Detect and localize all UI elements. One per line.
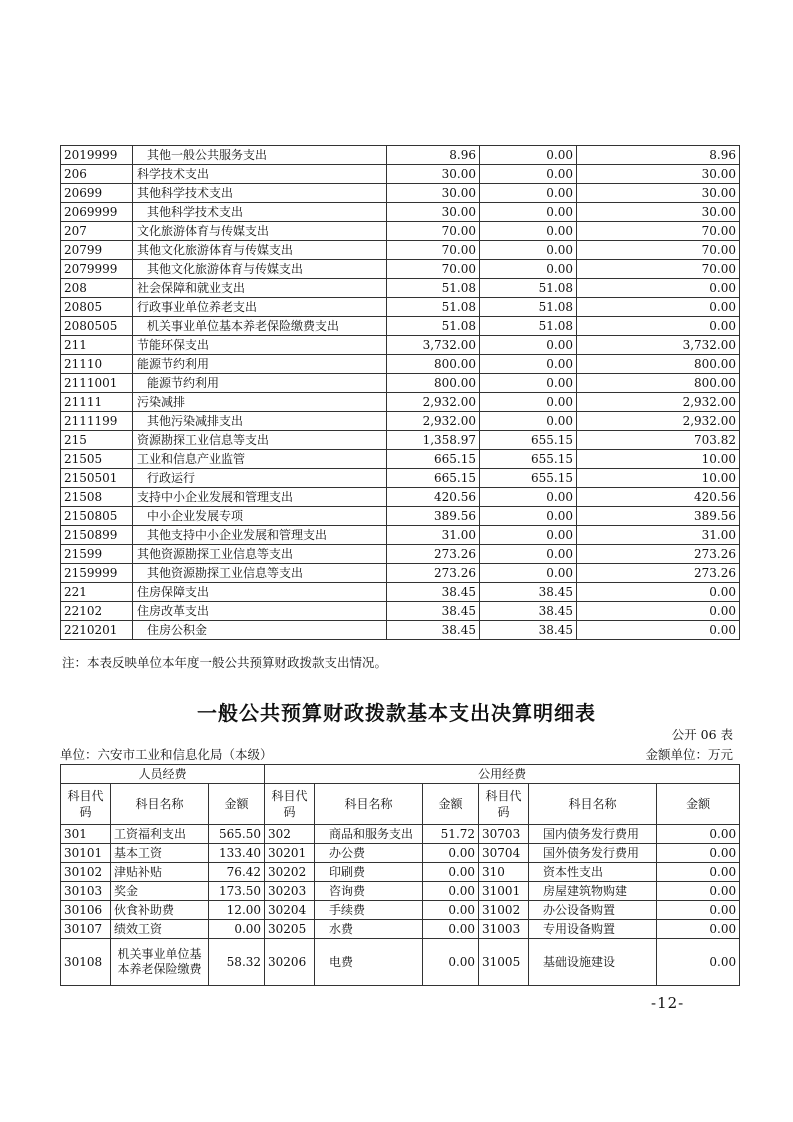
project-expenditure-cell: 0.00 [577, 583, 740, 602]
total-amount-cell: 800.00 [387, 355, 480, 374]
public-code-cell: 31002 [479, 901, 529, 920]
personnel-expense-header: 人员经费 [61, 765, 265, 784]
public-code-cell: 30201 [265, 844, 315, 863]
table-row [61, 146, 740, 165]
total-amount-cell: 3,732.00 [387, 336, 480, 355]
personnel-amount-cell: 133.40 [209, 844, 265, 863]
total-amount-cell: 273.26 [387, 545, 480, 564]
table-row [61, 336, 740, 355]
subject-name-cell: 其他科学技术支出 [133, 184, 387, 203]
project-expenditure-cell: 70.00 [577, 222, 740, 241]
project-expenditure-cell: 70.00 [577, 260, 740, 279]
table-row [61, 583, 740, 602]
personnel-name-cell: 机关事业单位基本养老保险缴费 [111, 939, 209, 986]
subject-code-cell: 215 [61, 431, 133, 450]
personnel-name-cell: 津贴补贴 [111, 863, 209, 882]
public-amount-cell: 0.00 [657, 920, 740, 939]
table-row [61, 203, 740, 222]
column-header-amount: 金额 [657, 784, 740, 825]
subject-code-cell: 2080505 [61, 317, 133, 336]
public-code-cell: 302 [265, 825, 315, 844]
personnel-amount-cell: 565.50 [209, 825, 265, 844]
subject-code-cell: 21599 [61, 545, 133, 564]
basic-expenditure-cell: 0.00 [480, 393, 577, 412]
public-name-cell: 印刷费 [315, 863, 423, 882]
project-expenditure-cell: 30.00 [577, 165, 740, 184]
table-row [61, 526, 740, 545]
table-row [61, 355, 740, 374]
public-code-cell: 310 [479, 863, 529, 882]
public-amount-cell: 0.00 [657, 863, 740, 882]
subject-code-cell: 211 [61, 336, 133, 355]
subject-name-cell: 其他一般公共服务支出 [133, 146, 387, 165]
public-name-cell: 水费 [315, 920, 423, 939]
subject-name-cell: 能源节约利用 [133, 374, 387, 393]
total-amount-cell: 665.15 [387, 450, 480, 469]
personnel-code-cell: 301 [61, 825, 111, 844]
table-row [61, 844, 740, 863]
table-row [61, 393, 740, 412]
total-amount-cell: 273.26 [387, 564, 480, 583]
subject-name-cell: 行政运行 [133, 469, 387, 488]
column-header-name: 科目名称 [529, 784, 657, 825]
basic-expenditure-cell: 38.45 [480, 621, 577, 640]
subject-name-cell: 污染减排 [133, 393, 387, 412]
personnel-code-cell: 30102 [61, 863, 111, 882]
basic-expenditure-cell: 0.00 [480, 336, 577, 355]
project-expenditure-cell: 10.00 [577, 469, 740, 488]
public-amount-cell: 0.00 [657, 882, 740, 901]
project-expenditure-cell: 0.00 [577, 279, 740, 298]
subject-name-cell: 行政事业单位养老支出 [133, 298, 387, 317]
table-row [61, 241, 740, 260]
basic-expenditure-cell: 0.00 [480, 241, 577, 260]
total-amount-cell: 38.45 [387, 583, 480, 602]
total-amount-cell: 30.00 [387, 184, 480, 203]
basic-expenditure-cell: 0.00 [480, 260, 577, 279]
project-expenditure-cell: 10.00 [577, 450, 740, 469]
table-row [61, 450, 740, 469]
project-expenditure-cell: 30.00 [577, 184, 740, 203]
basic-expenditure-cell: 51.08 [480, 317, 577, 336]
subject-code-cell: 2210201 [61, 621, 133, 640]
public-name-cell: 办公费 [315, 844, 423, 863]
subject-code-cell: 2111199 [61, 412, 133, 431]
total-amount-cell: 70.00 [387, 241, 480, 260]
subject-code-cell: 2159999 [61, 564, 133, 583]
table-row [61, 374, 740, 393]
subject-name-cell: 机关事业单位基本养老保险缴费支出 [133, 317, 387, 336]
project-expenditure-cell: 31.00 [577, 526, 740, 545]
public-code-cell: 30206 [265, 939, 315, 986]
public-name-cell: 商品和服务支出 [315, 825, 423, 844]
project-expenditure-cell: 8.96 [577, 146, 740, 165]
personnel-name-cell: 伙食补助费 [111, 901, 209, 920]
subject-name-cell: 能源节约利用 [133, 355, 387, 374]
subject-code-cell: 206 [61, 165, 133, 184]
table-row [61, 184, 740, 203]
subject-name-cell: 其他文化旅游体育与传媒支出 [133, 260, 387, 279]
total-amount-cell: 30.00 [387, 203, 480, 222]
project-expenditure-cell: 2,932.00 [577, 412, 740, 431]
total-amount-cell: 665.15 [387, 469, 480, 488]
public-name-cell: 国外债务发行费用 [529, 844, 657, 863]
table-code-label: 公开 06 表 [671, 727, 733, 742]
public-code-cell: 30203 [265, 882, 315, 901]
total-amount-cell: 31.00 [387, 526, 480, 545]
public-name-cell: 基础设施建设 [529, 939, 657, 986]
project-expenditure-cell: 800.00 [577, 355, 740, 374]
subject-code-cell: 2019999 [61, 146, 133, 165]
personnel-name-cell: 奖金 [111, 882, 209, 901]
subject-name-cell: 其他支持中小企业发展和管理支出 [133, 526, 387, 545]
subject-code-cell: 207 [61, 222, 133, 241]
total-amount-cell: 1,358.97 [387, 431, 480, 450]
total-amount-cell: 800.00 [387, 374, 480, 393]
column-header-amount: 金额 [423, 784, 479, 825]
total-amount-cell: 30.00 [387, 165, 480, 184]
basic-expenditure-cell: 0.00 [480, 412, 577, 431]
table-footnote: 注：本表反映单位本年度一般公共预算财政拨款支出情况。 [62, 655, 388, 670]
public-code-cell: 30202 [265, 863, 315, 882]
personnel-amount-cell: 0.00 [209, 920, 265, 939]
public-amount-cell: 0.00 [657, 901, 740, 920]
table-row [61, 901, 740, 920]
public-name-cell: 电费 [315, 939, 423, 986]
total-amount-cell: 389.56 [387, 507, 480, 526]
table-row [61, 298, 740, 317]
subject-name-cell: 资源勘探工业信息等支出 [133, 431, 387, 450]
amount-unit-label: 金额单位：万元 [645, 747, 733, 762]
table-row [61, 260, 740, 279]
project-expenditure-cell: 273.26 [577, 564, 740, 583]
personnel-code-cell: 30108 [61, 939, 111, 986]
table-row [61, 545, 740, 564]
public-name-cell: 专用设备购置 [529, 920, 657, 939]
column-header-name: 科目名称 [111, 784, 209, 825]
basic-expenditure-cell: 0.00 [480, 184, 577, 203]
basic-expenditure-cell: 38.45 [480, 602, 577, 621]
table-row [61, 317, 740, 336]
subject-name-cell: 工业和信息产业监管 [133, 450, 387, 469]
subject-code-cell: 2079999 [61, 260, 133, 279]
project-expenditure-cell: 0.00 [577, 602, 740, 621]
public-amount-cell: 51.72 [423, 825, 479, 844]
personnel-name-cell: 绩效工资 [111, 920, 209, 939]
public-code-cell: 30704 [479, 844, 529, 863]
total-amount-cell: 2,932.00 [387, 412, 480, 431]
table-row [61, 279, 740, 298]
table-row [61, 825, 740, 844]
subject-code-cell: 20805 [61, 298, 133, 317]
project-expenditure-cell: 0.00 [577, 298, 740, 317]
personnel-amount-cell: 12.00 [209, 901, 265, 920]
public-expense-header: 公用经费 [265, 765, 740, 784]
subject-code-cell: 22102 [61, 602, 133, 621]
public-code-cell: 30204 [265, 901, 315, 920]
public-code-cell: 31005 [479, 939, 529, 986]
page-number: -12- [651, 994, 685, 1012]
total-amount-cell: 38.45 [387, 621, 480, 640]
basic-expenditure-cell: 0.00 [480, 545, 577, 564]
table-row [61, 882, 740, 901]
public-code-cell: 30205 [265, 920, 315, 939]
project-expenditure-cell: 30.00 [577, 203, 740, 222]
subject-name-cell: 社会保障和就业支出 [133, 279, 387, 298]
public-amount-cell: 0.00 [423, 920, 479, 939]
personnel-code-cell: 30101 [61, 844, 111, 863]
project-expenditure-cell: 2,932.00 [577, 393, 740, 412]
subject-code-cell: 221 [61, 583, 133, 602]
table-row [61, 412, 740, 431]
basic-expenditure-cell: 655.15 [480, 431, 577, 450]
basic-expenditure-detail-table [60, 764, 740, 986]
basic-expenditure-cell: 51.08 [480, 298, 577, 317]
total-amount-cell: 420.56 [387, 488, 480, 507]
personnel-name-cell: 工资福利支出 [111, 825, 209, 844]
project-expenditure-cell: 800.00 [577, 374, 740, 393]
expenditure-table-body [61, 146, 740, 640]
public-amount-cell: 0.00 [657, 825, 740, 844]
public-code-cell: 30703 [479, 825, 529, 844]
column-header-code: 科目代码 [479, 784, 529, 825]
total-amount-cell: 51.08 [387, 298, 480, 317]
table-row [61, 621, 740, 640]
total-amount-cell: 51.08 [387, 279, 480, 298]
basic-expenditure-cell: 0.00 [480, 526, 577, 545]
total-amount-cell: 70.00 [387, 260, 480, 279]
personnel-amount-cell: 76.42 [209, 863, 265, 882]
basic-expenditure-cell: 0.00 [480, 374, 577, 393]
public-amount-cell: 0.00 [423, 882, 479, 901]
basic-expenditure-cell: 0.00 [480, 507, 577, 526]
table-row [61, 863, 740, 882]
subject-name-cell: 其他资源勘探工业信息等支出 [133, 545, 387, 564]
subject-code-cell: 21505 [61, 450, 133, 469]
subject-name-cell: 住房公积金 [133, 621, 387, 640]
public-amount-cell: 0.00 [423, 863, 479, 882]
subject-name-cell: 其他文化旅游体育与传媒支出 [133, 241, 387, 260]
personnel-amount-cell: 173.50 [209, 882, 265, 901]
public-amount-cell: 0.00 [657, 939, 740, 986]
project-expenditure-cell: 389.56 [577, 507, 740, 526]
table-row [61, 469, 740, 488]
subject-code-cell: 21508 [61, 488, 133, 507]
personnel-name-cell: 基本工资 [111, 844, 209, 863]
project-expenditure-cell: 273.26 [577, 545, 740, 564]
column-header-code: 科目代码 [61, 784, 111, 825]
subject-code-cell: 2111001 [61, 374, 133, 393]
table-row [61, 165, 740, 184]
subject-name-cell: 文化旅游体育与传媒支出 [133, 222, 387, 241]
basic-expenditure-cell: 655.15 [480, 469, 577, 488]
table-row [61, 920, 740, 939]
subject-name-cell: 住房改革支出 [133, 602, 387, 621]
personnel-code-cell: 30106 [61, 901, 111, 920]
table-row [61, 564, 740, 583]
table-row [61, 488, 740, 507]
subject-code-cell: 21110 [61, 355, 133, 374]
basic-expenditure-table-body [61, 825, 740, 986]
public-name-cell: 手续费 [315, 901, 423, 920]
basic-expenditure-cell: 0.00 [480, 355, 577, 374]
public-name-cell: 资本性支出 [529, 863, 657, 882]
personnel-code-cell: 30103 [61, 882, 111, 901]
subject-code-cell: 2150501 [61, 469, 133, 488]
column-header-name: 科目名称 [315, 784, 423, 825]
basic-expenditure-cell: 655.15 [480, 450, 577, 469]
subject-code-cell: 2150899 [61, 526, 133, 545]
table-row [61, 939, 740, 986]
subject-name-cell: 其他污染减排支出 [133, 412, 387, 431]
personnel-amount-cell: 58.32 [209, 939, 265, 986]
column-header-amount: 金额 [209, 784, 265, 825]
total-amount-cell: 2,932.00 [387, 393, 480, 412]
total-amount-cell: 8.96 [387, 146, 480, 165]
basic-expenditure-cell: 0.00 [480, 203, 577, 222]
subject-code-cell: 21111 [61, 393, 133, 412]
public-code-cell: 31001 [479, 882, 529, 901]
subject-code-cell: 20799 [61, 241, 133, 260]
subject-name-cell: 科学技术支出 [133, 165, 387, 184]
expenditure-detail-table [60, 145, 740, 640]
project-expenditure-cell: 0.00 [577, 317, 740, 336]
public-code-cell: 31003 [479, 920, 529, 939]
subject-name-cell: 支持中小企业发展和管理支出 [133, 488, 387, 507]
subject-name-cell: 其他科学技术支出 [133, 203, 387, 222]
table-row [61, 222, 740, 241]
subject-code-cell: 2069999 [61, 203, 133, 222]
project-expenditure-cell: 703.82 [577, 431, 740, 450]
public-amount-cell: 0.00 [423, 901, 479, 920]
basic-expenditure-cell: 38.45 [480, 583, 577, 602]
subject-code-cell: 208 [61, 279, 133, 298]
basic-expenditure-cell: 0.00 [480, 146, 577, 165]
table-row [61, 431, 740, 450]
project-expenditure-cell: 420.56 [577, 488, 740, 507]
basic-expenditure-cell: 0.00 [480, 222, 577, 241]
column-header-code: 科目代码 [265, 784, 315, 825]
table-row [61, 602, 740, 621]
table-row [61, 507, 740, 526]
public-name-cell: 咨询费 [315, 882, 423, 901]
subject-name-cell: 中小企业发展专项 [133, 507, 387, 526]
total-amount-cell: 51.08 [387, 317, 480, 336]
public-name-cell: 国内债务发行费用 [529, 825, 657, 844]
basic-expenditure-cell: 0.00 [480, 165, 577, 184]
basic-expenditure-cell: 0.00 [480, 488, 577, 507]
subject-code-cell: 20699 [61, 184, 133, 203]
public-name-cell: 办公设备购置 [529, 901, 657, 920]
subject-name-cell: 住房保障支出 [133, 583, 387, 602]
personnel-code-cell: 30107 [61, 920, 111, 939]
total-amount-cell: 70.00 [387, 222, 480, 241]
subject-name-cell: 节能环保支出 [133, 336, 387, 355]
public-amount-cell: 0.00 [423, 939, 479, 986]
public-amount-cell: 0.00 [423, 844, 479, 863]
page-title: 一般公共预算财政拨款基本支出决算明细表 [197, 701, 596, 725]
project-expenditure-cell: 0.00 [577, 621, 740, 640]
basic-expenditure-cell: 51.08 [480, 279, 577, 298]
public-amount-cell: 0.00 [657, 844, 740, 863]
subject-code-cell: 2150805 [61, 507, 133, 526]
subject-name-cell: 其他资源勘探工业信息等支出 [133, 564, 387, 583]
total-amount-cell: 38.45 [387, 602, 480, 621]
public-name-cell: 房屋建筑物购建 [529, 882, 657, 901]
unit-label: 单位：六安市工业和信息化局（本级） [60, 747, 273, 762]
basic-expenditure-cell: 0.00 [480, 564, 577, 583]
project-expenditure-cell: 70.00 [577, 241, 740, 260]
project-expenditure-cell: 3,732.00 [577, 336, 740, 355]
